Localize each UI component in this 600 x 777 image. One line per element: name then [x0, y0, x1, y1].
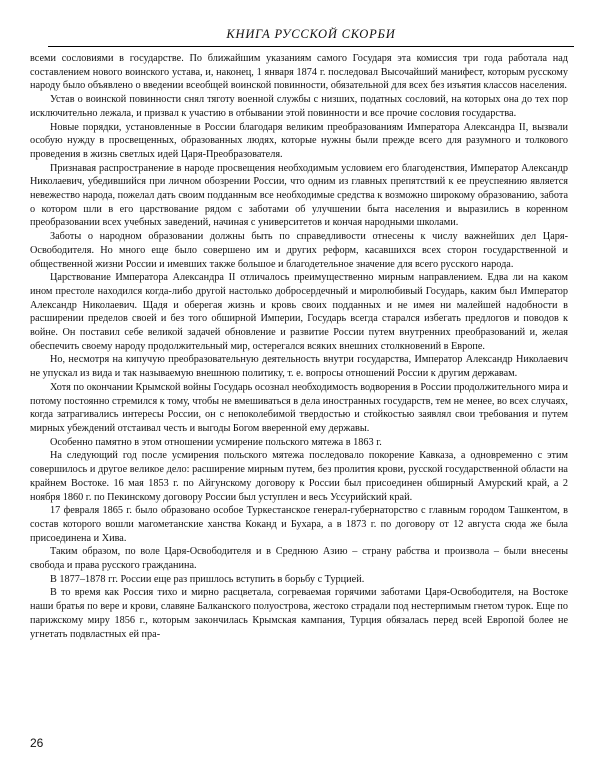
paragraph: В то время как Россия тихо и мирно расцветала, согреваемая горячими заботами Царя-Освободителя, на Востоке наши братья по вере и крови, славяне Балканского полуострова, жестоко страдали под нестерпимым гнетом турок. Еще по парижскому миру 1856 г., которым закончилась Крымская кампания, Турция обязалась перед всей Европой более не угнетать подвластных ей пра-	[30, 587, 568, 640]
paragraph: Устав о воинской повинности снял тяготу военной службы с низших, податных сословий, на которых она до тех пор исключительно лежала, и призвал к участию в отбывании этой повинности и все прочие сословия государства.	[30, 94, 568, 119]
running-head	[48, 4, 574, 47]
page-number: 26	[30, 736, 44, 750]
body-text	[30, 52, 568, 641]
paragraph: Особенно памятно в этом отношении усмирение польского мятежа в 1863 г.	[50, 436, 382, 448]
paragraph: Царствование Императора Александра II отличалось преимущественно мирным направлением. Едва ли на каком ином престоле находился когда-либо другой настолько добросердечный и миролюбивый Государь, каким был Император Александр Николаевич. Щадя и оберегая жизнь и кровь своих подданных и не имея ни малейшей надобности в расширении пределов своей и без того обширной Империи, Государь всегда старался избегать предлогов и поводов к войне. Он поставил себе великой задачей обновление и развитие России путем внутренних преобразований и, желая обеспечить своему народу продолжительный мир, остерегался всяких внешних столкновений в Европе.	[30, 272, 568, 352]
paragraph: Хотя по окончании Крымской войны Государь осознал необходимость водворения в России продолжительного мира и потому постоянно стремился к тому, чтобы не вмешиваться в дела иностранных государств, тем не менее, во всех случаях, когда затрагивались интересы России, он с непоколебимой твердостью и стойкостью заявлял свои требования и путем мирных убеждений отстаивал честь и выгоды Богом вверенной ему державы.	[30, 381, 568, 434]
paragraph: 17 февраля 1865 г. было образовано особое Туркестанское генерал-губернаторство с главным городом Ташкентом, в состав которого вошли магометанские ханства Коканд и Бухара, а в 1873 г. по договору от 12 августа сюда же была присоединена и Хива.	[30, 505, 568, 544]
paragraph: Новые порядки, установленные в России благодаря великим преобразованиям Императора Александра II, вызвали особую нужду в просвещенных, образованных людях, которые нужны были прежде всего для разумного и толкового проведения в жизнь светлых идей Царя-Преобразователя.	[30, 121, 568, 160]
paragraph: всеми сословиями в государстве. По ближайшим указаниям самого Государя эта комиссия три года работала над составлением нового воинского устава, и, наконец, 1 января 1874 г. последовал Высочайший манифест, которым русскому народу было объявлено о введении всеобщей воинской повинности, обязательной для всех без изъятия классов населения.	[30, 53, 568, 92]
paragraph: Заботы о народном образовании должны быть по справедливости отнесены к числу важнейших дел Царя-Освободителя. Но много еще было совершено им и других реформ, касавшихся всех сторон государственной и общественной жизни России и имевших также большое и благодетельное значение для всего русского народа.	[30, 231, 568, 270]
paragraph: В 1877–1878 гг. России еще раз пришлось вступить в борьбу с Турцией.	[50, 573, 365, 585]
running-head-title: КНИГА РУССКОЙ СКОРБИ	[226, 27, 396, 41]
paragraph: На следующий год после усмирения польского мятежа последовало покорение Кавказа, а одновременно с этим совершилось и другое великое дело: расширение мирным путем, без пролития крови, русской государственной области на крайнем Востоке. 16 мая 1853 г. по Айгунскому договору к России был присоединен обширный Амурский край, а 2 ноября 1860 г. по Пекинскому договору России был уступлен и весь Уссурийский край.	[30, 450, 568, 503]
paragraph: Но, несмотря на кипучую преобразовательную деятельность внутри государства, Император Александр Николаевич не упускал из вида и так называемую внешнюю политику, т. е. вопросы отношений России к другим державам.	[30, 354, 568, 380]
paragraph: Таким образом, по воле Царя-Освободителя и в Среднюю Азию – страну рабства и произвола – были внесены свобода и права русского гражданина.	[30, 546, 568, 572]
paragraph: Признавая распространение в народе просвещения необходимым условием его благоденствия, Император Александр Николаевич, убедившийся при личном обозрении России, что одним из главных препятствий к ее преуспеянию является невежество народа, пожелал дать своим подданным все необходимые средства к возможно широкому образованию, забота о котором шли в его царствование рядом с заботами об улучшении быта населения и выразились в коренном преобразовании всех учебных заведений, начиная с университетов и кончая народными школами.	[30, 162, 568, 229]
